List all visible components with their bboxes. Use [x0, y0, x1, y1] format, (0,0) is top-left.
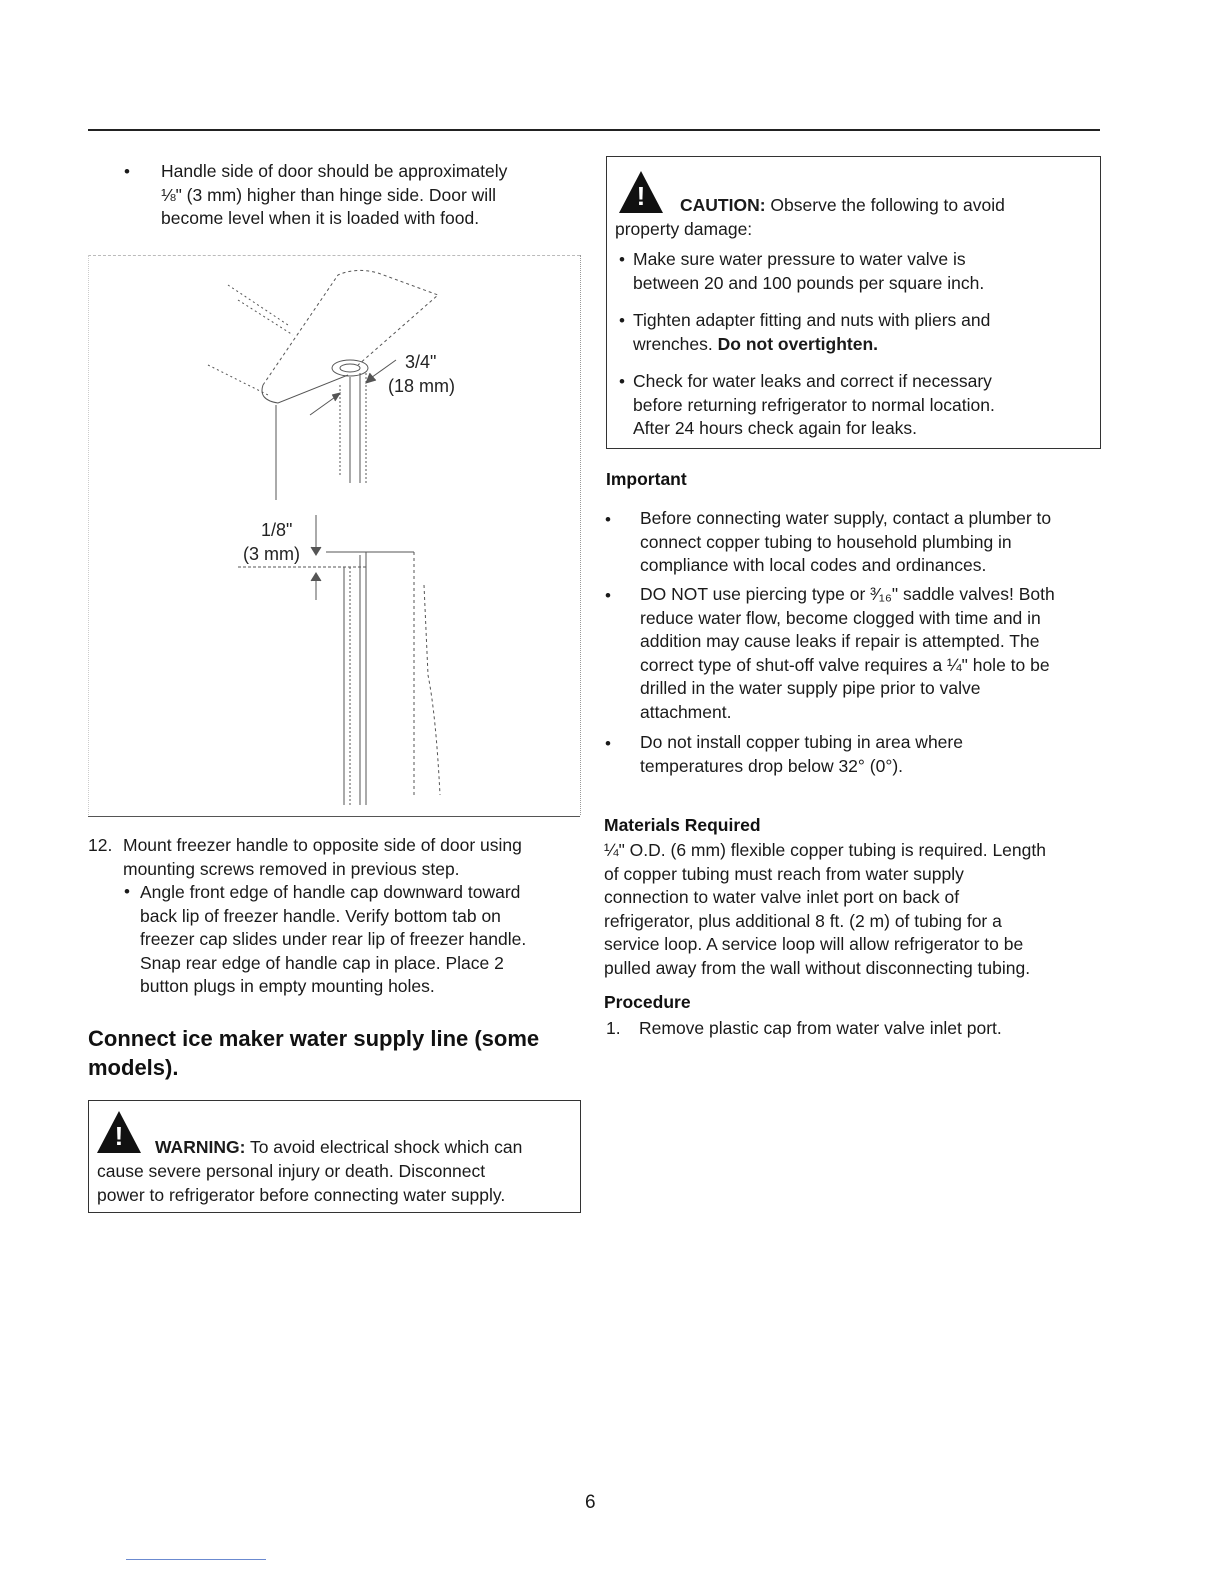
dimension-label: 1/8" — [261, 520, 293, 540]
materials-title: Materials Required — [604, 815, 761, 835]
caution-first-line — [680, 194, 1100, 218]
page-number: 6 — [585, 1492, 596, 1513]
text-line: pulled away from the wall without disconnecting tubing. — [604, 957, 1031, 978]
bullet-dot: • — [605, 734, 611, 753]
bullet-dot: • — [619, 372, 625, 391]
text-line: ⅛" (3 mm) higher than hinge side. Door will — [161, 184, 496, 205]
text-line: reduce water flow, become clogged with time and in — [640, 607, 1041, 628]
text-line: refrigerator, plus additional 8 ft. (2 m) of tubing for a — [604, 910, 1002, 931]
dimension-label: 3/4" — [405, 352, 437, 372]
text-line: freezer cap slides under rear lip of freezer handle. — [140, 929, 527, 949]
text-line: Handle side of door should be approximately — [161, 161, 508, 181]
step-number: 12. — [88, 835, 113, 855]
bullet-dot: • — [619, 311, 625, 330]
warning-box — [88, 1100, 581, 1213]
procedure-step-text: Remove plastic cap from water valve inlet port. — [639, 1018, 1002, 1038]
text-line: mounting screws removed in previous step. — [123, 858, 460, 879]
text-line — [633, 333, 1093, 357]
caution-item — [633, 248, 1093, 295]
important-item — [640, 731, 1110, 778]
important-item — [640, 507, 1110, 578]
important-title: Important — [606, 469, 687, 489]
text-line: Before connecting water supply, contact a plumber to — [640, 508, 1052, 528]
text-line: become level when it is loaded with food. — [161, 208, 480, 228]
text-line: Do not install copper tubing in area where — [640, 732, 963, 752]
warning-label: WARNING: — [155, 1137, 246, 1157]
step-12-text — [123, 834, 583, 881]
text-line: attachment. — [640, 701, 732, 722]
procedure-step-number: 1. — [606, 1018, 621, 1038]
text-line: Snap rear edge of handle cap in place. Place 2 — [140, 952, 504, 973]
text-line: After 24 hours check again for leaks. — [633, 418, 918, 438]
do-not-overtighten: Do not overtighten. — [717, 333, 879, 354]
bottom-rule — [126, 1559, 266, 1560]
bullet-dot: • — [124, 882, 130, 901]
warning-first-line — [155, 1136, 575, 1160]
text-line: drilled in the water supply pipe prior to valve — [640, 678, 981, 698]
caution-second-line: property damage: — [615, 219, 753, 239]
text-line: service loop. A service loop will allow refrigerator to be — [604, 934, 1024, 954]
text-line: correct type of shut-off valve requires a ¼" hole to be — [640, 654, 1050, 675]
text-line: button plugs in empty mounting holes. — [140, 976, 435, 996]
bullet-dot: • — [619, 250, 625, 269]
text-line: Mount freezer handle to opposite side of door using — [123, 835, 522, 855]
materials-body — [604, 839, 1104, 980]
door-handle-illustration — [88, 255, 580, 815]
bullet-dot: • — [124, 162, 130, 181]
bullet-dot: • — [605, 510, 611, 529]
text-line: compliance with local codes and ordinances. — [640, 555, 987, 575]
intro-bullet — [161, 160, 581, 231]
text-span: wrenches. — [633, 333, 718, 354]
caution-box — [606, 156, 1101, 449]
warning-body — [97, 1160, 577, 1207]
dimension-label: (18 mm) — [388, 376, 455, 396]
text-line: ¼" O.D. (6 mm) flexible copper tubing is required. Length — [604, 840, 1046, 860]
caution-item — [633, 370, 1093, 441]
text-line: of copper tubing must reach from water supply — [604, 863, 964, 884]
heading-line: models). — [88, 1055, 179, 1080]
caution-label: CAUTION: — [680, 195, 766, 215]
text-line: Angle front edge of handle cap downward toward — [140, 882, 521, 902]
text-line: power to refrigerator before connecting water supply. — [97, 1184, 506, 1205]
dimension-label: (3 mm) — [243, 544, 300, 564]
text-line: between 20 and 100 pounds per square inch. — [633, 272, 985, 293]
section-heading — [88, 1024, 583, 1082]
text-line: Tighten adapter fitting and nuts with pliers and — [633, 310, 991, 330]
text-line: connect copper tubing to household plumbing in — [640, 531, 1012, 552]
caution-text: Observe the following to avoid — [765, 195, 1005, 215]
important-item — [640, 583, 1110, 724]
text-line: temperatures drop below 32° (0°). — [640, 755, 904, 776]
step-12-sub — [140, 881, 585, 999]
warning-text: To avoid electrical shock which can — [245, 1137, 523, 1157]
caution-item — [633, 309, 1093, 356]
heading-line: Connect ice maker water supply line (some — [88, 1026, 540, 1051]
text-line: Check for water leaks and correct if necessary — [633, 371, 992, 391]
text-line: back lip of freezer handle. Verify bottom tab on — [140, 905, 501, 926]
bullet-dot: • — [605, 586, 611, 605]
text-line: connection to water valve inlet port on back of — [604, 887, 960, 907]
text-line: before returning refrigerator to normal location. — [633, 394, 995, 415]
text-line: cause severe personal injury or death. Disconnect — [97, 1161, 486, 1181]
top-rule — [88, 129, 1100, 131]
text-line: addition may cause leaks if repair is attempted. The — [640, 631, 1040, 651]
exclamation-icon: ! — [636, 181, 646, 211]
text-line: DO NOT use piercing type or ³⁄₁₆" saddle valves! Both — [640, 584, 1055, 604]
procedure-title: Procedure — [604, 992, 691, 1012]
exclamation-icon: ! — [114, 1121, 124, 1151]
figure-right-edge — [580, 255, 581, 815]
text-line: Make sure water pressure to water valve is — [633, 249, 966, 269]
